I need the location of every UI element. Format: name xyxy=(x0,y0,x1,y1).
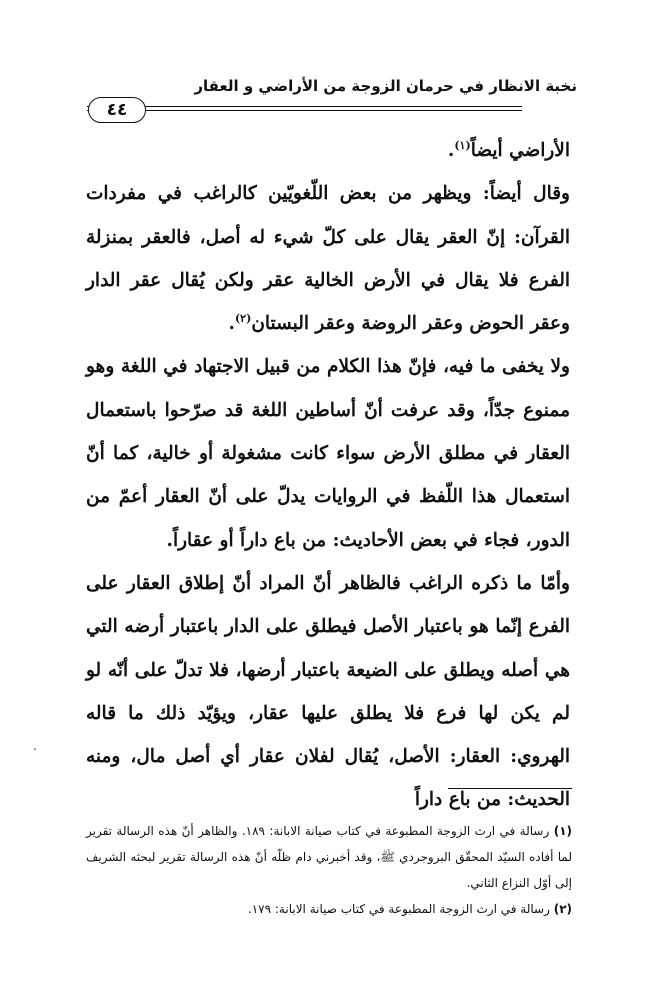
footnotes xyxy=(86,818,572,922)
paragraph xyxy=(86,172,570,345)
header-rule xyxy=(87,110,522,111)
paragraph-text: وقال أيضاً: ويظهر من بعض اللّغويّين كالراغب في مفردات القرآن: إنّ العقر يقال على كلّ شيء له أصل، فالعقر بمنزلة الفرع فلا يقال في الأرض الخالية عقر ولكن يُقال عقر الدار وعقر الحوض وعقر الروضة وعقر البستان xyxy=(86,183,570,335)
paragraph xyxy=(86,345,570,561)
footnote xyxy=(86,818,572,896)
paragraph-text: ولا يخفى ما فيه، فإنّ هذا الكلام من قبيل الاجتهاد في اللغة وهو ممنوع جدّاً، وقد عرفت أنّ أساطين اللغة قد صرّحوا باستعمال العقار في مطلق الأرض سواء كانت مشغولة أو خالية، كما أنّ استعمال هذا اللّفظ في الروايات يدلّ على أنّ العقار أعمّ من الدور، فجاء في بعض الأحاديث: من باع داراً أو عقاراً. xyxy=(86,356,570,551)
footnote-ref[interactable]: (١) xyxy=(454,138,471,152)
main-text xyxy=(86,129,570,822)
footnote-number: (١) xyxy=(553,824,572,838)
footnote-text: رسالة في ارث الزوجة المطبوعة في كتاب صيانة الابانة: ١٧٩. xyxy=(247,902,550,916)
running-header-title: نخبة الانظار في حرمان الزوجة من الأراضي و العقار xyxy=(194,77,577,95)
paragraph-tail: . xyxy=(447,140,455,161)
margin-mark: . xyxy=(33,739,37,753)
footnote-number: (٢) xyxy=(553,902,572,916)
page-number: ٤٤ xyxy=(88,97,146,123)
paragraph xyxy=(86,129,570,172)
paragraph-text: وأمّا ما ذكره الراغب فالظاهر أنّ المراد أنّ إطلاق العقار على الفرع إنّما هو باعتبار الأصل فيطلق على الدار باعتبار أرضه التي هي أصله ويطلق على الضيعة باعتبار أرضها، فلا تدلّ على أنّه لو لم يكن لها فرع فلا يطلق عليها عقار، ويؤيّد ذلك ما قاله الهروي: العقار: الأصل، يُقال لفلان عقار أي أصل مال، ومنه الحديث: من باع داراً xyxy=(86,572,570,811)
footnote xyxy=(86,896,572,922)
footnote-ref[interactable]: (٢) xyxy=(234,312,252,326)
paragraph-text: الأراضي أيضاً xyxy=(470,140,570,161)
footnote-text: رسالة في ارث الزوجة المطبوعة في كتاب صيانة الابانة: ١٨٩. والظاهر أنّ هذه الرسالة تقرير لما أفاده السيّد المحقّق البروجردي ﷺ، وقد أخبرني دام ظلّه أنّ هذه الرسالة تقرير لبحثه الشريف إلى أوّل النزاع الثاني. xyxy=(86,824,572,890)
paragraph-tail: . xyxy=(228,313,235,335)
header-rule xyxy=(87,106,522,107)
footnote-separator xyxy=(448,788,572,789)
paragraph xyxy=(86,562,570,822)
